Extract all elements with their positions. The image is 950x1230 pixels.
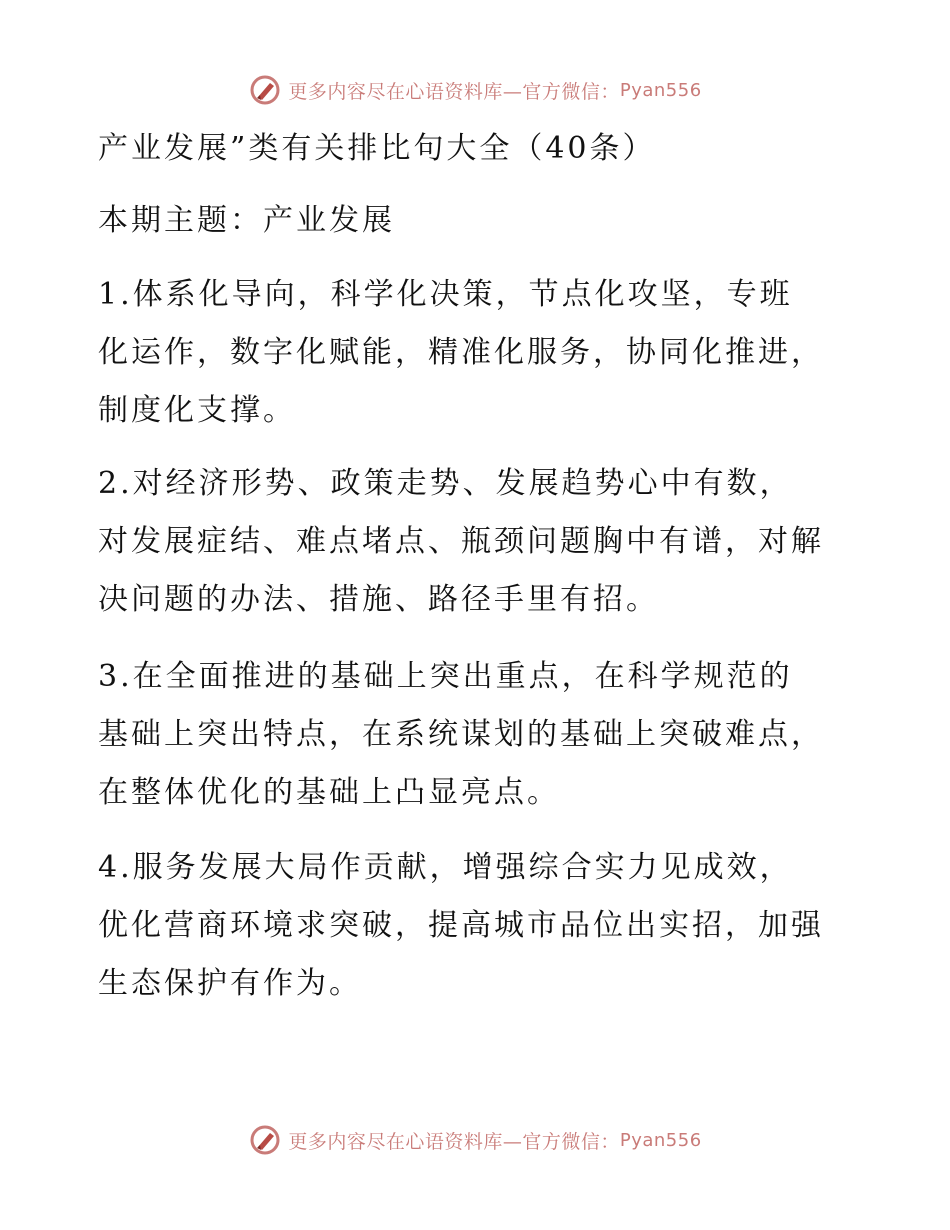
paragraph-line: 生态保护有作为。 xyxy=(98,966,362,1001)
pen-logo-icon xyxy=(248,73,282,107)
header-watermark-banner xyxy=(0,70,950,110)
paragraph-line: 化运作，数字化赋能，精准化服务，协同化推进， xyxy=(98,335,824,370)
paragraph-3 xyxy=(98,648,858,822)
document-title: 产业发展”类有关排比句大全（40条） xyxy=(98,131,656,166)
paragraph-line: 决问题的办法、措施、路径手里有招。 xyxy=(98,582,659,617)
banner-wechat-id: Pyan556 xyxy=(619,1129,702,1151)
pen-logo-icon xyxy=(248,1123,282,1157)
paragraph-line: 在整体优化的基础上凸显亮点。 xyxy=(98,775,560,810)
paragraph-line: 对发展症结、难点堵点、瓶颈问题胸中有谱，对解 xyxy=(98,524,824,559)
paragraph-line: 基础上突出特点，在系统谋划的基础上突破难点， xyxy=(98,717,824,752)
footer-watermark-banner xyxy=(0,1120,950,1160)
paragraph-4 xyxy=(98,839,858,1013)
document-topic: 本期主题：产业发展 xyxy=(98,203,395,238)
paragraph-line: 制度化支撑。 xyxy=(98,393,296,428)
banner-wechat-id: Pyan556 xyxy=(619,79,702,101)
paragraph-1 xyxy=(98,266,858,440)
paragraph-line: 1.体系化导向，科学化决策，节点化攻坚，专班 xyxy=(98,277,793,312)
banner-text: 更多内容尽在心语资料库—官方微信： xyxy=(288,1130,620,1153)
paragraph-line: 2.对经济形势、政策走势、发展趋势心中有数， xyxy=(98,466,793,501)
paragraph-line: 3.在全面推进的基础上突出重点，在科学规范的 xyxy=(98,659,793,694)
paragraph-2 xyxy=(98,455,858,629)
paragraph-line: 优化营商环境求突破，提高城市品位出实招，加强 xyxy=(98,908,824,943)
paragraph-line: 4.服务发展大局作贡献，增强综合实力见成效， xyxy=(98,850,793,885)
banner-text: 更多内容尽在心语资料库—官方微信： xyxy=(288,80,620,103)
